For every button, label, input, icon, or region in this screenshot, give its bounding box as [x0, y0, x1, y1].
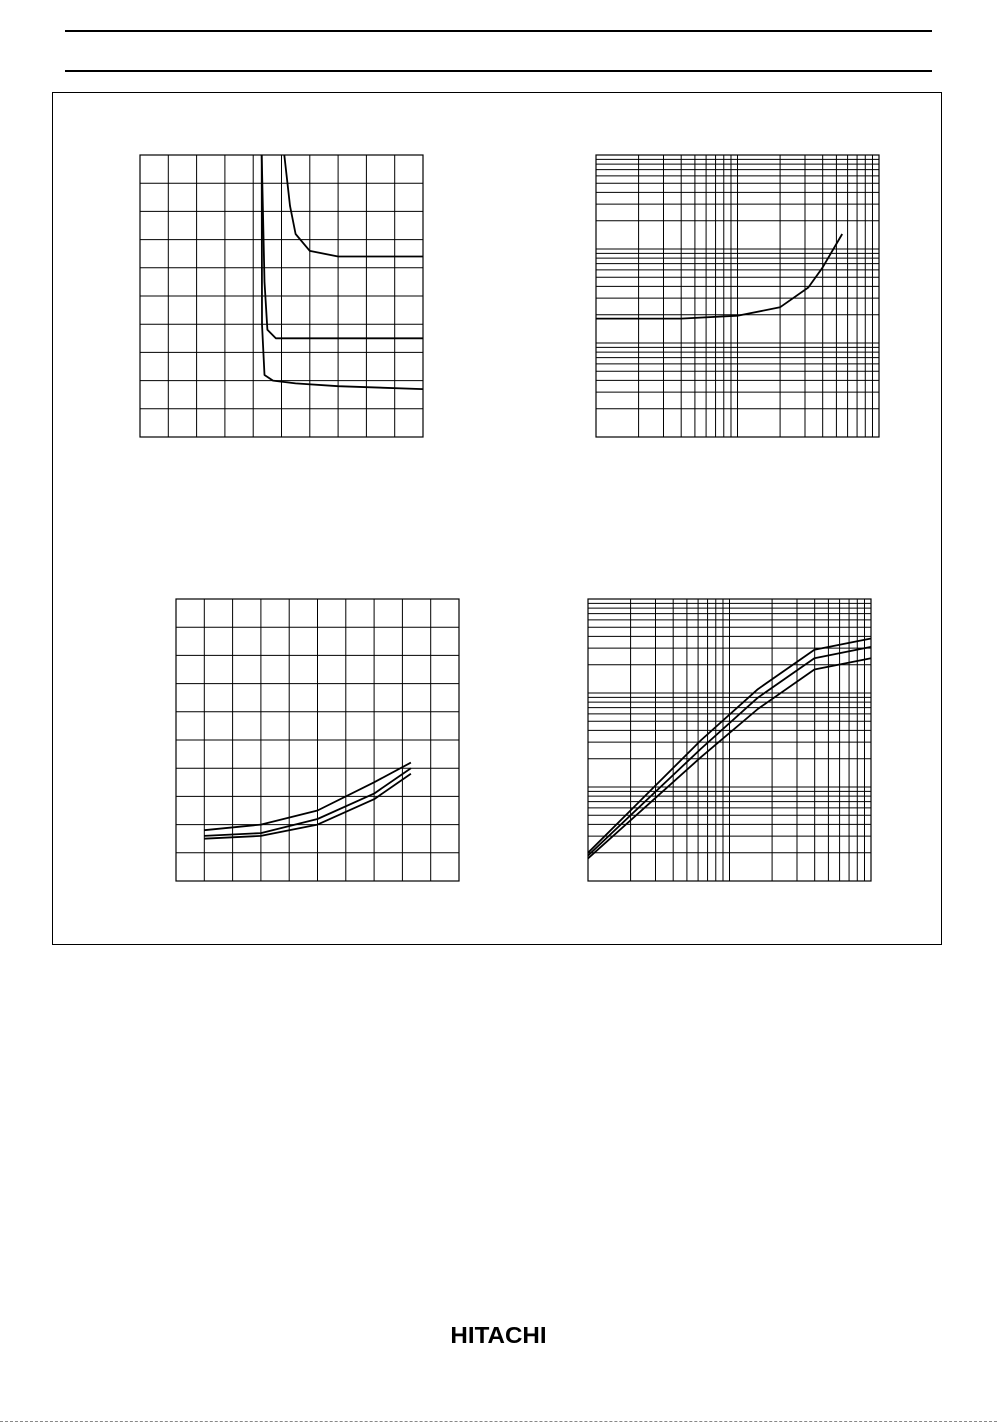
hitachi-logo: HITACHI: [450, 1322, 547, 1348]
footer-dashed-rule: [0, 1421, 997, 1422]
chart-gridlines: [588, 599, 871, 881]
